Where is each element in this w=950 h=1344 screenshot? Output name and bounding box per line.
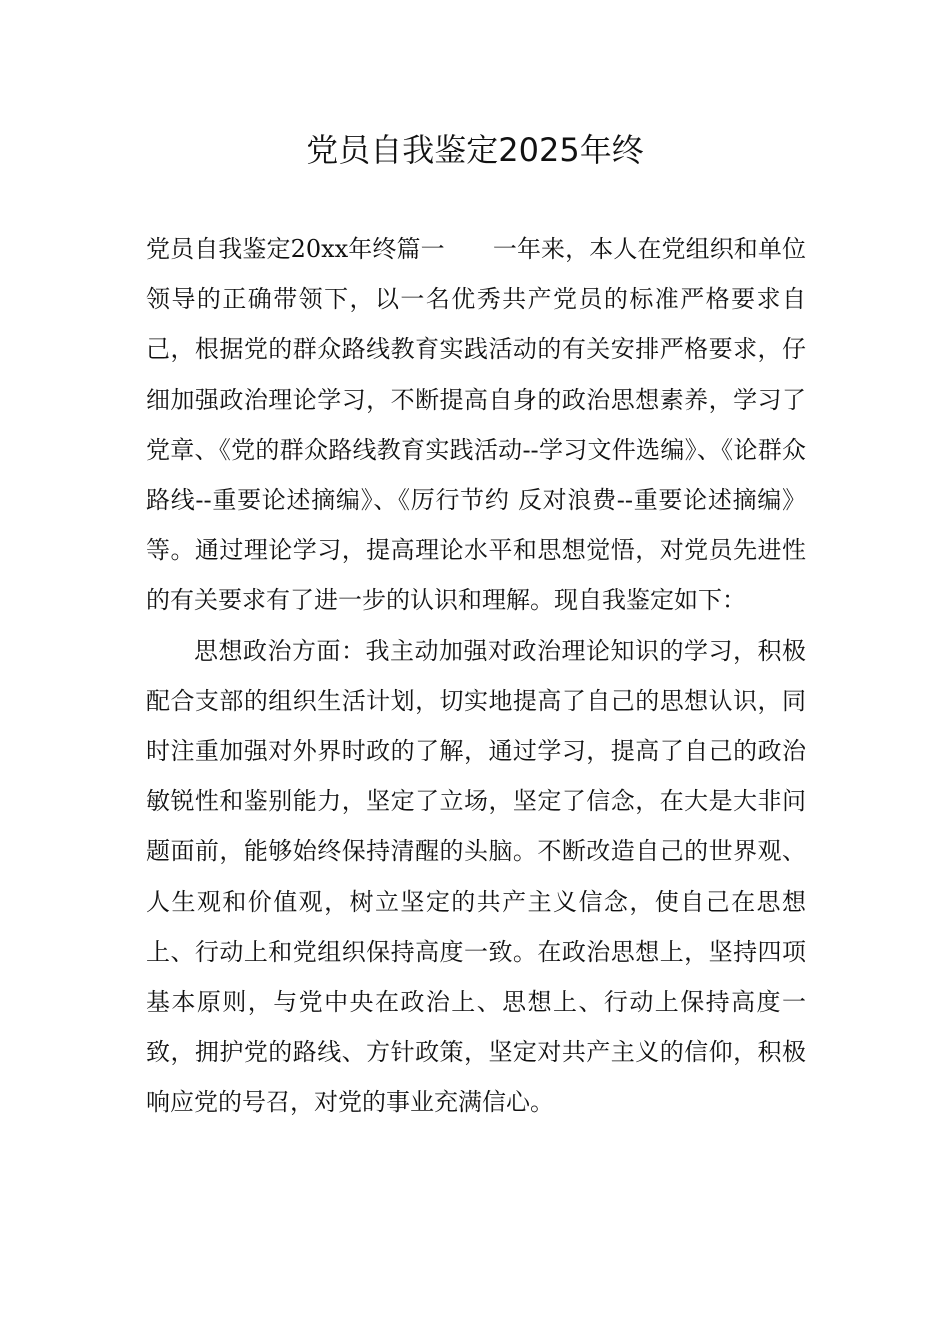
paragraph-intro: 党员自我鉴定20xx年终篇一 一年来，本人在党组织和单位领导的正确带领下，以一名优秀共产党员的标准严格要求自己，根据党的群众路线教育实践活动的有关安排严格要求，仔细加强政治理论学习，不断提高自身的政治思想素养，学习了党章、《党的群众路线教育实践活动--学习文件选编》、《论群众路线--重要论述摘编》、《厉行节约 反对浪费--重要论述摘编》等。通过理论学习，提高理论水平和思想觉悟，对党员先进性的有关要求有了进一步的认识和理解。现自我鉴定如下：: [146, 235, 806, 615]
page-title: 党员自我鉴定2025年终: [306, 131, 644, 169]
paragraph-political-thought: 思想政治方面：我主动加强对政治理论知识的学习，积极配合支部的组织生活计划，切实地提高了自己的思想认识，同时注重加强对外界时政的了解，通过学习，提高了自己的政治敏锐性和鉴别能力，坚定了立场，坚定了信念，在大是大非问题面前，能够始终保持清醒的头脑。不断改造自己的世界观、人生观和价值观，树立坚定的共产主义信念，使自己在思想上、行动上和党组织保持高度一致。在政治思想上，坚持四项基本原则，与党中央在政治上、思想上、行动上保持高度一致，拥护党的路线、方针政策，坚定对共产主义的信仰，积极响应党的号召，对党的事业充满信心。: [146, 636, 806, 1117]
document-body: [146, 224, 806, 1128]
